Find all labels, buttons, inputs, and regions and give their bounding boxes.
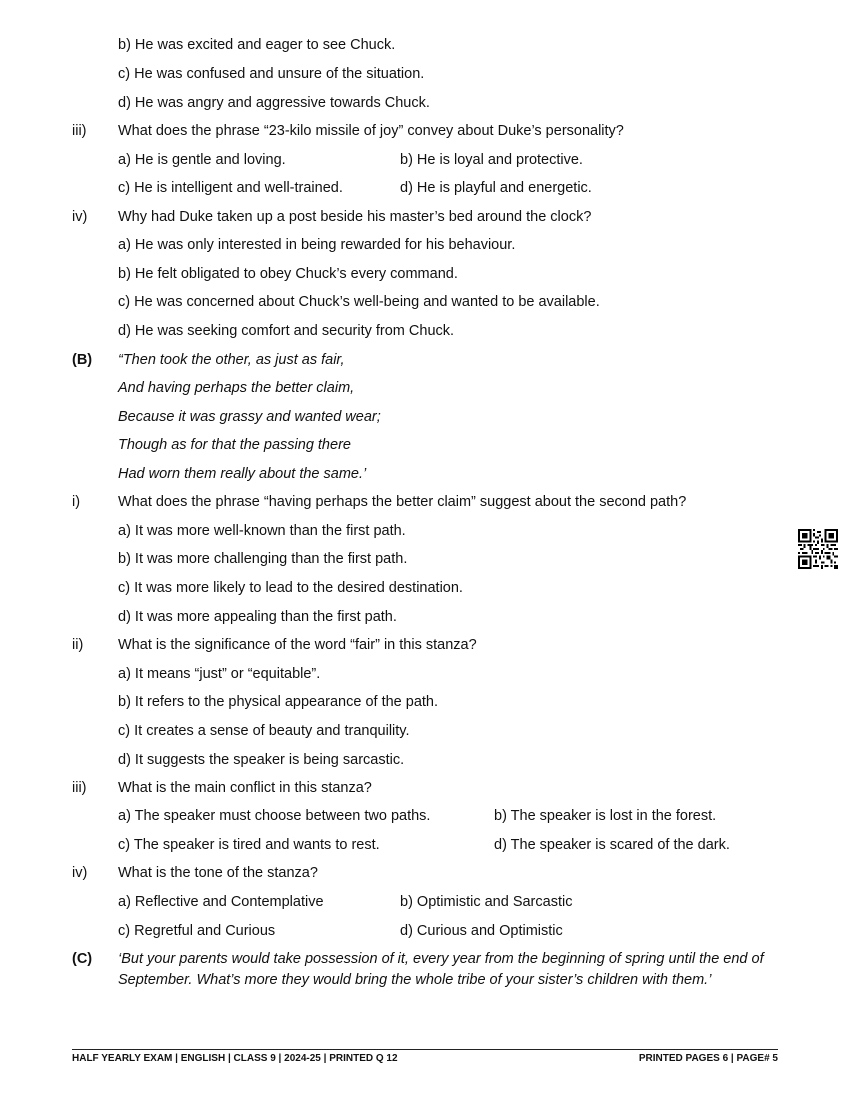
- footer-page-info: PRINTED PAGES 6 | PAGE# 5: [638, 1053, 778, 1064]
- passage-text: ‘But your parents would take possession of it, every year from the beginning of spring until the end of September. What’s more they would bring the whole tribe of your sister’s children with them.’: [118, 951, 764, 988]
- poem-line: And having perhaps the better claim,: [118, 380, 355, 396]
- option-b: b) He was excited and eager to see Chuck.: [118, 37, 396, 53]
- option-b: b) He felt obligated to obey Chuck’s every command.: [118, 266, 458, 282]
- option-d: d) He was angry and aggressive towards Chuck.: [118, 95, 430, 111]
- footer-exam-info: HALF YEARLY EXAM | ENGLISH | CLASS 9 | 2024-25 | PRINTED Q 12: [72, 1053, 398, 1064]
- section-label-c: (C): [72, 951, 93, 967]
- option-c: c) The speaker is tired and wants to rest.: [118, 837, 380, 853]
- option-b: b) It refers to the physical appearance of the path.: [118, 694, 438, 710]
- option-a: a) He was only interested in being rewarded for his behaviour.: [118, 237, 516, 253]
- option-b: b) He is loyal and protective.: [400, 152, 583, 168]
- option-d: d) The speaker is scared of the dark.: [494, 837, 730, 853]
- option-d: d) He was seeking comfort and security from Chuck.: [118, 323, 455, 339]
- poem-line: Because it was grassy and wanted wear;: [118, 409, 381, 425]
- option-b: b) It was more challenging than the first path.: [118, 551, 408, 567]
- option-b: b) The speaker is lost in the forest.: [494, 808, 717, 824]
- option-d: d) It suggests the speaker is being sarcastic.: [118, 752, 405, 768]
- section-label-b: (B): [72, 352, 93, 368]
- question-text: What is the significance of the word “fair” in this stanza?: [118, 637, 477, 653]
- option-c: c) It creates a sense of beauty and tranquility.: [118, 723, 410, 739]
- option-a: a) It means “just” or “equitable”.: [118, 666, 321, 682]
- option-a: a) The speaker must choose between two paths.: [118, 808, 431, 824]
- poem-line: Had worn them really about the same.’: [118, 466, 367, 482]
- option-c: c) Regretful and Curious: [118, 923, 276, 939]
- option-a: a) He is gentle and loving.: [118, 152, 286, 168]
- question-number: iv): [72, 209, 88, 225]
- poem-line: Though as for that the passing there: [118, 437, 351, 453]
- question-text: What is the main conflict in this stanza?: [118, 780, 372, 796]
- option-b: b) Optimistic and Sarcastic: [400, 894, 573, 910]
- option-d: d) He is playful and energetic.: [400, 180, 592, 196]
- option-a: a) Reflective and Contemplative: [118, 894, 324, 910]
- option-c: c) He was confused and unsure of the situation.: [118, 66, 425, 82]
- question-number: iii): [72, 780, 87, 796]
- question-text: What does the phrase “having perhaps the better claim” suggest about the second path?: [118, 494, 687, 510]
- qr-code-icon: [798, 529, 838, 569]
- option-d: d) It was more appealing than the first path.: [118, 609, 397, 625]
- question-number: iii): [72, 123, 87, 139]
- poem-line: “Then took the other, as just as fair,: [118, 352, 345, 368]
- option-a: a) It was more well-known than the first path.: [118, 523, 406, 539]
- footer-rule: [72, 1049, 778, 1050]
- question-text: What does the phrase “23-kilo missile of joy” convey about Duke’s personality?: [118, 123, 624, 139]
- option-c: c) It was more likely to lead to the desired destination.: [118, 580, 463, 596]
- question-text: Why had Duke taken up a post beside his master’s bed around the clock?: [118, 209, 592, 225]
- question-text: What is the tone of the stanza?: [118, 865, 318, 881]
- question-number: iv): [72, 865, 88, 881]
- question-number: i): [72, 494, 81, 510]
- question-number: ii): [72, 637, 84, 653]
- option-d: d) Curious and Optimistic: [400, 923, 563, 939]
- option-c: c) He was concerned about Chuck’s well-being and wanted to be available.: [118, 294, 600, 310]
- option-c: c) He is intelligent and well-trained.: [118, 180, 343, 196]
